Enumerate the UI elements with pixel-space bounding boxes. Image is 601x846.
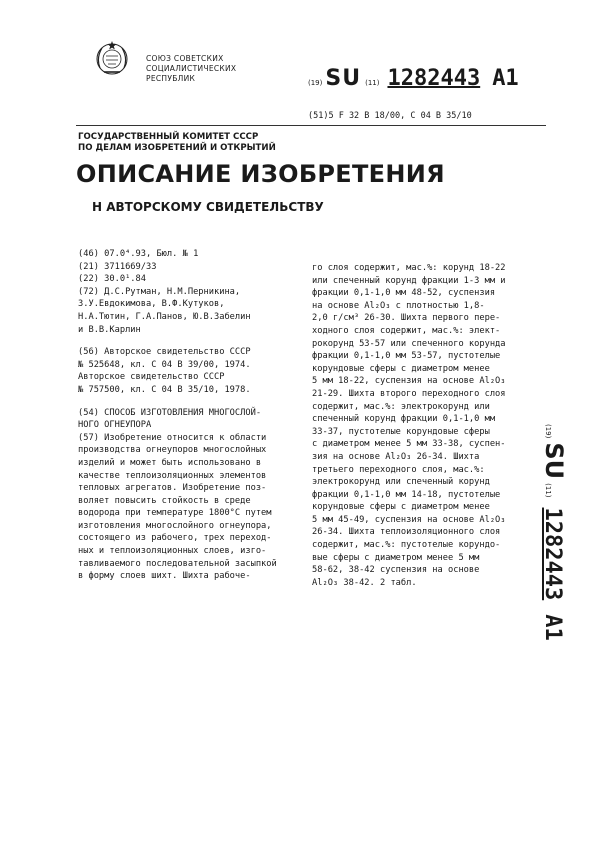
vertical-code-19: (19) [544, 424, 552, 439]
abstract-continuation-line: третьего переходного слоя, мас.%: [312, 464, 485, 475]
abstract-continuation-line: содержит, мас.%: пустотелые корундо- [312, 540, 501, 551]
abstract-line: (57) Изобретение относится к области [78, 432, 267, 443]
abstract-continuation-line: фракции 0,1-1,0 мм 48-52, суспензия [312, 288, 496, 299]
vertical-patent-number: 1282443 [540, 507, 565, 601]
abstract-continuation-line: фракции 0,1-1,0 мм 53-57, пустотелые [312, 351, 501, 362]
abstract-line: водорода при температуре 1800°С путем [78, 508, 272, 519]
abstract-line: в форму слоев шихт. Шихта рабоче- [78, 571, 251, 582]
country-line: СОЮЗ СОВЕТСКИХ [146, 54, 224, 63]
document-subtitle: Н АВТОРСКОМУ СВИДЕТЕЛЬСТВУ [92, 200, 324, 214]
ipc-classification: (51)5 F 32 B 18/00, C 04 B 35/10 [308, 111, 472, 121]
abstract-line: изделий и может быть использовано в [78, 457, 262, 468]
abstract-line: воляет повысить стойкость в среде [78, 495, 251, 506]
abstract-continuation-line: 5 мм 45-49, суспензия на основе Al₂O₃ [312, 514, 506, 525]
biblio-line: (46) 07.0⁴.93, Бюл. № 1 [78, 249, 199, 259]
biblio-block [78, 248, 300, 336]
invention-title-block [78, 407, 300, 432]
abstract-line: производства огнеупоров многослойных [78, 445, 267, 456]
code-19: (19) [308, 79, 323, 87]
country-line: СОЦИАЛИСТИЧЕСКИХ [146, 64, 237, 73]
left-column [78, 248, 300, 583]
committee-line: ГОСУДАРСТВЕННЫЙ КОМИТЕТ СССР [78, 132, 259, 142]
reference-line: (56) Авторское свидетельство СССР [78, 347, 251, 358]
biblio-line: Н.А.Тютин, Г.А.Панов, Ю.В.Забелин [78, 311, 251, 322]
abstract-continuation-line: 58-62, 38-42 суспензия на основе [312, 565, 480, 576]
document-title: ОПИСАНИЕ ИЗОБРЕТЕНИЯ [76, 160, 445, 188]
abstract-continuation-line: зия на основе Al₂O₃ 26-34. Шихта [312, 451, 480, 462]
abstract-continuation-line: корундовые сферы с диаметром менее [312, 363, 490, 374]
vertical-country-code: SU [540, 442, 568, 480]
abstract-continuation-line: вые сферы с диаметром менее 5 мм [312, 552, 480, 563]
patent-number: 1282443 [387, 66, 481, 91]
abstract-continuation-line: спеченный корунд фракции 0,1-1,0 мм [312, 414, 496, 425]
country-code: SU [325, 66, 362, 91]
reference-line: № 525648, кл. С 04 В 39/00, 1974. [78, 359, 251, 370]
reference-line: № 757500, кл. С 04 В 35/10, 1978. [78, 384, 251, 395]
committee-line: ПО ДЕЛАМ ИЗОБРЕТЕНИЙ И ОТКРЫТИЙ [78, 143, 276, 153]
abstract-continuation-line: 33-37, пустотелые корундовые сферы [312, 426, 490, 437]
vertical-patent-marking [540, 424, 568, 641]
abstract-continuation-line: или спеченный корунд фракции 1-3 мм и [312, 275, 506, 286]
reference-line: Авторское свидетельство СССР [78, 372, 225, 383]
abstract-continuation-line: го слоя содержит, мас.%: корунд 18-22 [312, 263, 506, 273]
abstract-block [78, 432, 300, 583]
abstract-continuation-line: 2,0 г/см³ 26-30. Шихта первого пере- [312, 313, 501, 324]
invention-title-line: НОГО ОГНЕУПОРА [78, 420, 152, 431]
biblio-line: и В.В.Карлин [78, 324, 141, 335]
abstract-line: тепловых агрегатов. Изобретение поз- [78, 483, 267, 494]
abstract-line: состоящего из рабочего, трех переход- [78, 533, 272, 544]
abstract-continuation-line: 26-34. Шихта теплоизоляционного слоя [312, 527, 501, 538]
abstract-continuation-line: электрокорунд или спеченный корунд [312, 477, 490, 488]
code-11: (11) [365, 79, 380, 87]
header-divider [76, 125, 546, 126]
abstract-continuation-line: содержит, мас.%: электрокорунд или [312, 401, 490, 412]
kind-code: A1 [492, 66, 519, 91]
abstract-line: качестве теплоизоляционных элементов [78, 470, 267, 481]
abstract-continuation-line: фракции 0,1-1,0 мм 14-18, пустотелые [312, 489, 501, 500]
abstract-continuation-line: ходного слоя содержит, мас.%: элект- [312, 325, 501, 336]
right-column [312, 262, 547, 589]
references-block [78, 346, 300, 396]
abstract-continuation-line: 21-29. Шихта второго переходного слоя [312, 388, 506, 399]
abstract-continuation-line: рокорунд 53-57 или спеченного корунда [312, 338, 506, 349]
committee-name [78, 132, 276, 154]
biblio-line: (21) 3711669/33 [78, 261, 157, 272]
country-name [146, 54, 236, 84]
abstract-line: ных и теплоизоляционных слоев, изго- [78, 546, 267, 557]
biblio-line: З.У.Евдокимова, В.Ф.Кутуков, [78, 299, 225, 310]
abstract-continuation-line: на основе Al₂O₃ с плотностью 1,8- [312, 300, 485, 311]
abstract-line: изготовления многослойного огнеупора, [78, 520, 272, 531]
abstract-continuation-line: 5 мм 18-22, суспензия на основе Al₂O₃ [312, 376, 506, 387]
vertical-kind-code: A1 [540, 614, 565, 641]
abstract-continuation-line: Al₂O₃ 38-42. 2 табл. [312, 577, 417, 588]
abstract-line: тавливаемого последовательной засыпкой [78, 558, 277, 569]
abstract-continuation-line: с диаметром менее 5 мм 33-38, суспен- [312, 439, 506, 450]
invention-title-line: (54) СПОСОБ ИЗГОТОВЛЕНИЯ МНОГОСЛОЙ- [78, 407, 262, 418]
biblio-line: (72) Д.С.Рутман, Н.М.Перникина, [78, 286, 241, 297]
abstract-continuation-line: корундовые сферы с диаметром менее [312, 502, 490, 513]
patent-number-line [308, 66, 519, 91]
biblio-line: (22) 30.0¹.84 [78, 274, 146, 285]
soviet-emblem-icon [92, 38, 132, 78]
vertical-code-11: (11) [544, 483, 552, 498]
country-line: РЕСПУБЛИК [146, 74, 196, 83]
